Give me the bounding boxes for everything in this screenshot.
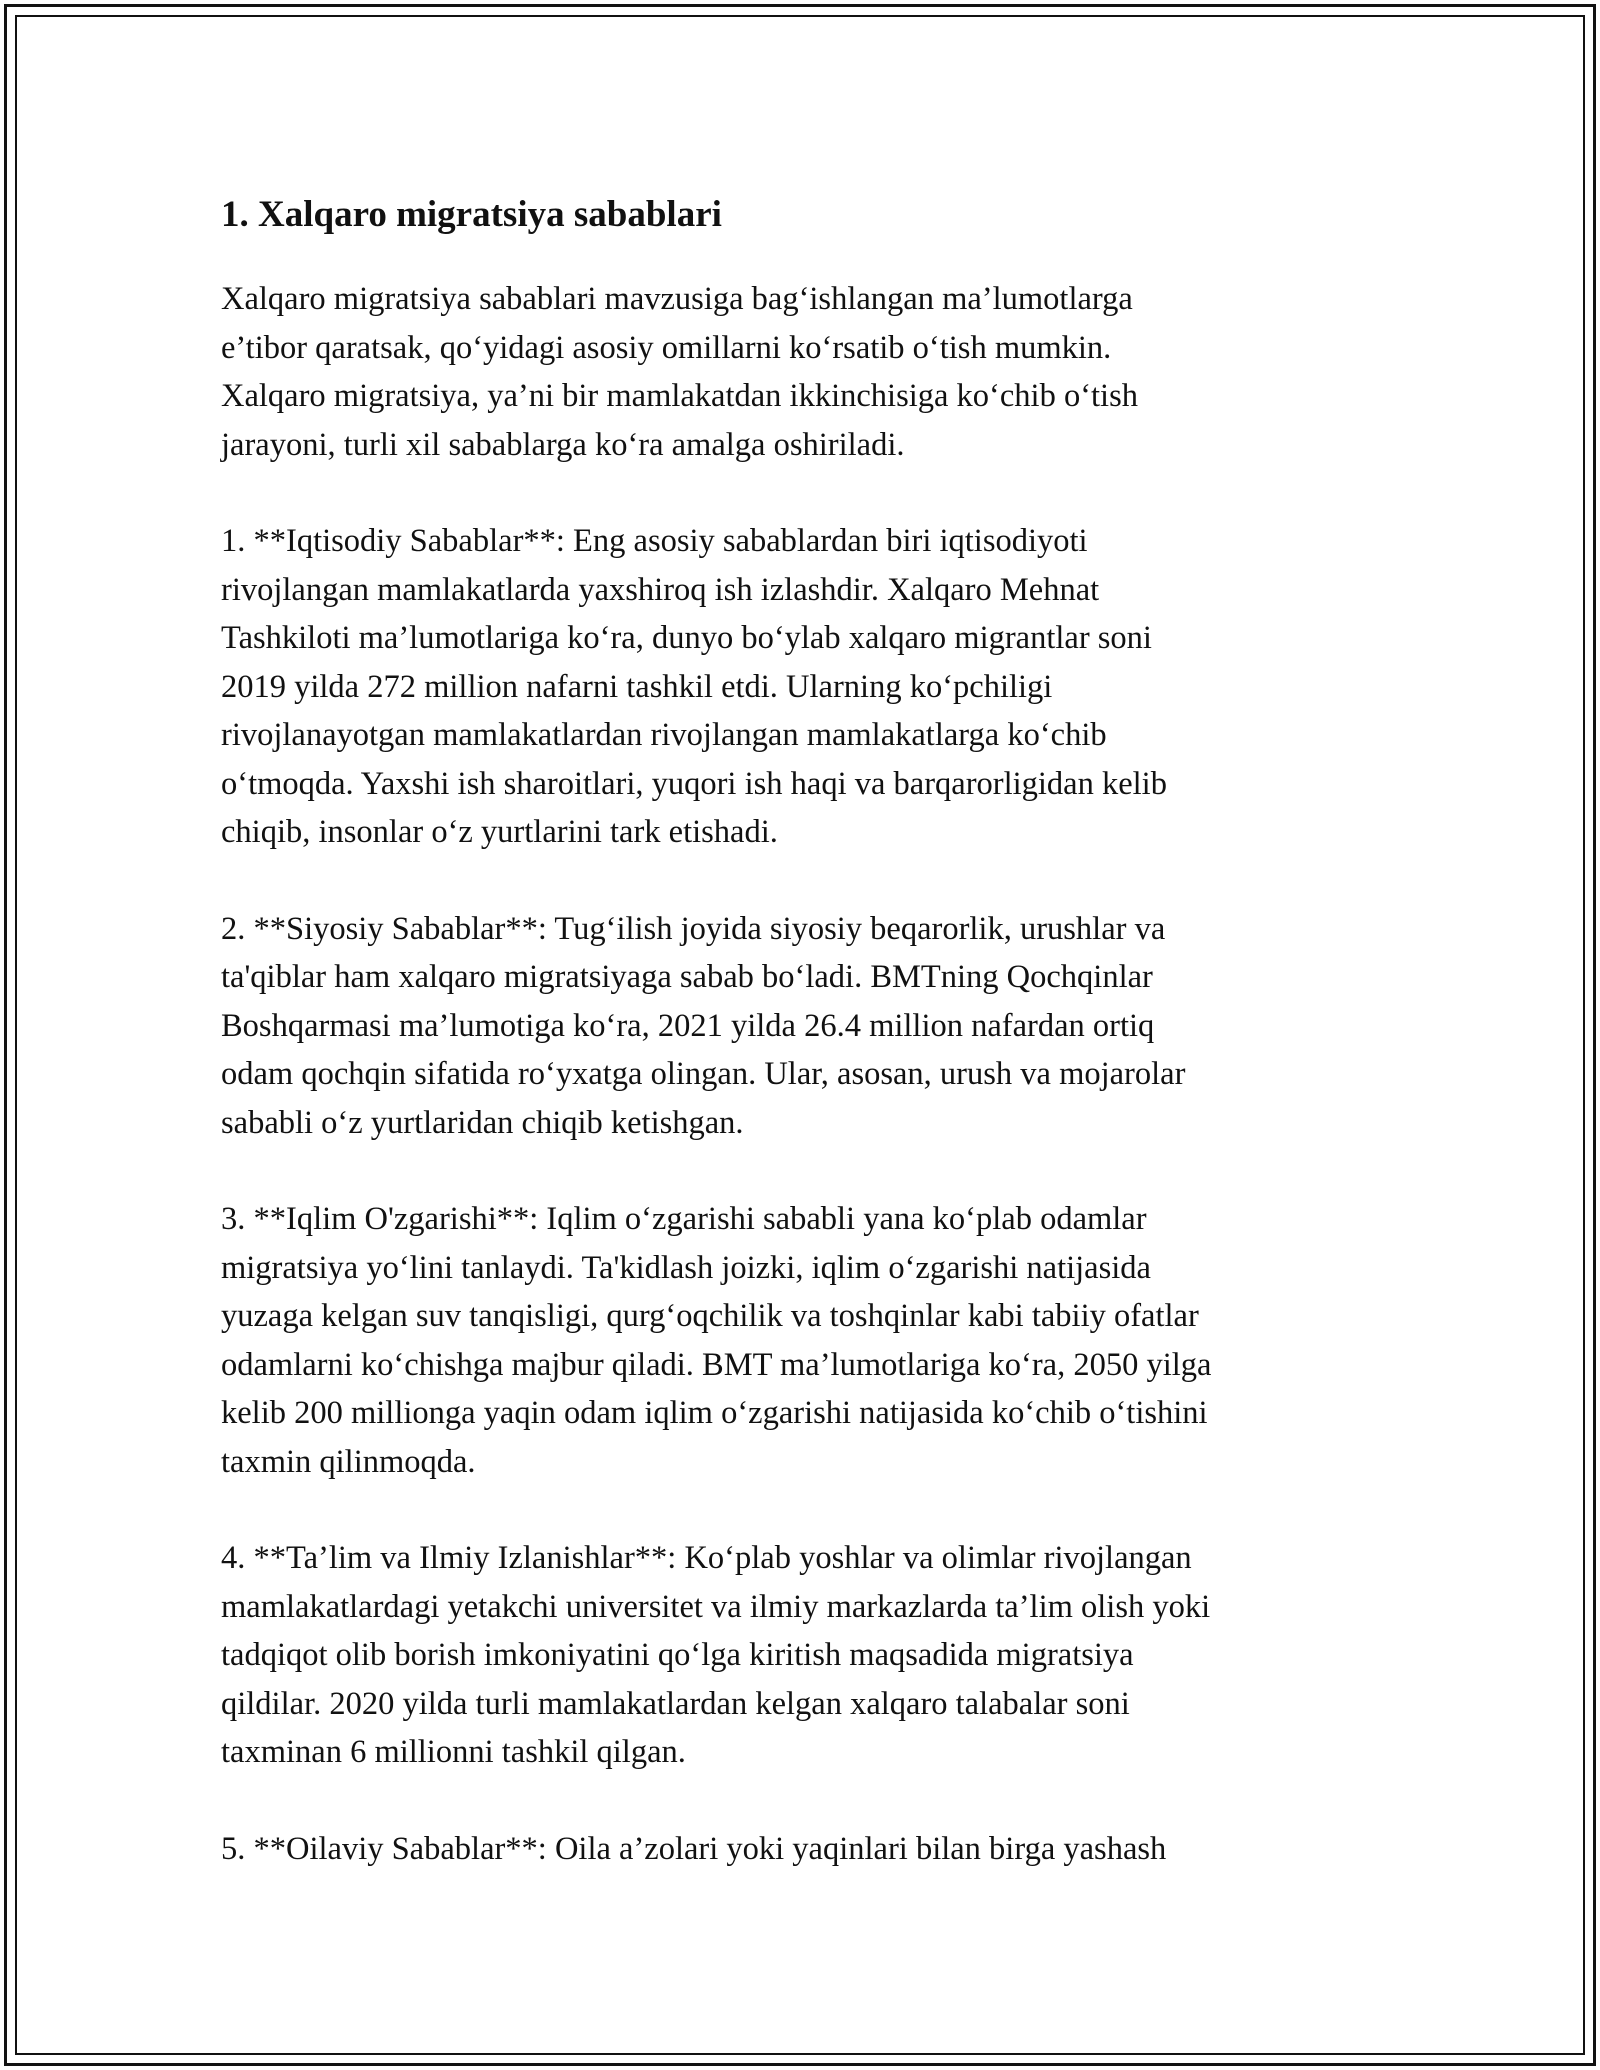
document-body bbox=[221, 183, 1371, 1921]
economic-reasons-paragraph bbox=[221, 517, 1371, 857]
text-line: Tashkiloti ma’lumotlariga ko‘ra, dunyo bo‘ylab xalqaro migrantlar soni bbox=[221, 620, 1152, 656]
text-line: qildilar. 2020 yilda turli mamlakatlardan kelgan xalqaro talabalar soni bbox=[221, 1685, 1130, 1722]
text-line: 1. **Iqtisodiy Sabablar**: Eng asosiy sabablardan biri iqtisodiyoti bbox=[221, 523, 1088, 559]
text-line: taxmin qilinmoqda. bbox=[221, 1443, 476, 1480]
text-line: odamlarni ko‘chishga majbur qiladi. BMT ma’lumotlariga ko‘ra, 2050 yilga bbox=[221, 1346, 1212, 1383]
text-line: e’tibor qaratsak, qo‘yidagi asosiy omillarni ko‘rsatib o‘tish mumkin. bbox=[221, 329, 1112, 366]
text-line: migratsiya yo‘lini tanlaydi. Ta'kidlash joizki, iqlim o‘zgarishi natijasida bbox=[221, 1249, 1151, 1286]
political-reasons-paragraph bbox=[221, 905, 1371, 1148]
text-line: jarayoni, turli xil sabablarga ko‘ra amalga oshiriladi. bbox=[221, 426, 905, 463]
text-line: odam qochqin sifatida ro‘yxatga olingan. Ular, asosan, urush va mojarolar bbox=[221, 1056, 1186, 1092]
education-research-paragraph bbox=[221, 1534, 1371, 1777]
text-line: Xalqaro migratsiya sabablari mavzusiga bag‘ishlangan ma’lumotlarga bbox=[221, 281, 1133, 317]
text-line: yuzaga kelgan suv tanqisligi, qurg‘oqchilik va toshqinlar kabi tabiiy ofatlar bbox=[221, 1298, 1199, 1334]
text-line: 4. **Ta’lim va Ilmiy Izlanishlar**: Ko‘plab yoshlar va olimlar rivojlangan bbox=[221, 1540, 1192, 1576]
section-title: 1. Xalqaro migratsiya sabablari bbox=[221, 194, 722, 235]
text-line: taxminan 6 millionni tashkil qilgan. bbox=[221, 1734, 686, 1770]
text-line: 2019 yilda 272 million nafarni tashkil etdi. Ularning ko‘pchiligi bbox=[221, 668, 1053, 705]
text-line: o‘tmoqda. Yaxshi ish sharoitlari, yuqori ish haqi va barqarorligidan kelib bbox=[221, 765, 1167, 802]
text-line: ta'qiblar ham xalqaro migratsiyaga sabab bo‘ladi. BMTning Qochqinlar bbox=[221, 959, 1153, 995]
text-line: sababli o‘z yurtlaridan chiqib ketishgan. bbox=[221, 1104, 744, 1141]
family-reasons-paragraph bbox=[221, 1825, 1371, 1874]
text-line: Xalqaro migratsiya, ya’ni bir mamlakatdan ikkinchisiga ko‘chib o‘tish bbox=[221, 378, 1138, 414]
intro-paragraph bbox=[221, 275, 1371, 469]
text-line: rivojlanayotgan mamlakatlardan rivojlangan mamlakatlarga ko‘chib bbox=[221, 717, 1107, 753]
text-line: rivojlangan mamlakatlarda yaxshiroq ish izlashdir. Xalqaro Mehnat bbox=[221, 571, 1100, 608]
text-line: tadqiqot olib borish imkoniyatini qo‘lga kiritish maqsadida migratsiya bbox=[221, 1637, 1134, 1673]
text-line: 5. **Oilaviy Sabablar**: Oila a’zolari yoki yaqinlari bilan birga yashash bbox=[221, 1830, 1167, 1867]
text-line: mamlakatlardagi yetakchi universitet va ilmiy markazlarda ta’lim olish yoki bbox=[221, 1588, 1211, 1625]
text-line: 2. **Siyosiy Sabablar**: Tug‘ilish joyida siyosiy beqarorlik, urushlar va bbox=[221, 910, 1166, 947]
text-line: 3. **Iqlim O'zgarishi**: Iqlim o‘zgarishi sababli yana ko‘plab odamlar bbox=[221, 1201, 1147, 1237]
text-line: kelib 200 millionga yaqin odam iqlim o‘zgarishi natijasida ko‘chib o‘tishini bbox=[221, 1395, 1208, 1431]
text-line: Boshqarmasi ma’lumotiga ko‘ra, 2021 yilda 26.4 million nafardan ortiq bbox=[221, 1007, 1155, 1044]
climate-change-paragraph bbox=[221, 1195, 1371, 1486]
text-line: chiqib, insonlar o‘z yurtlarini tark etishadi. bbox=[221, 814, 778, 850]
